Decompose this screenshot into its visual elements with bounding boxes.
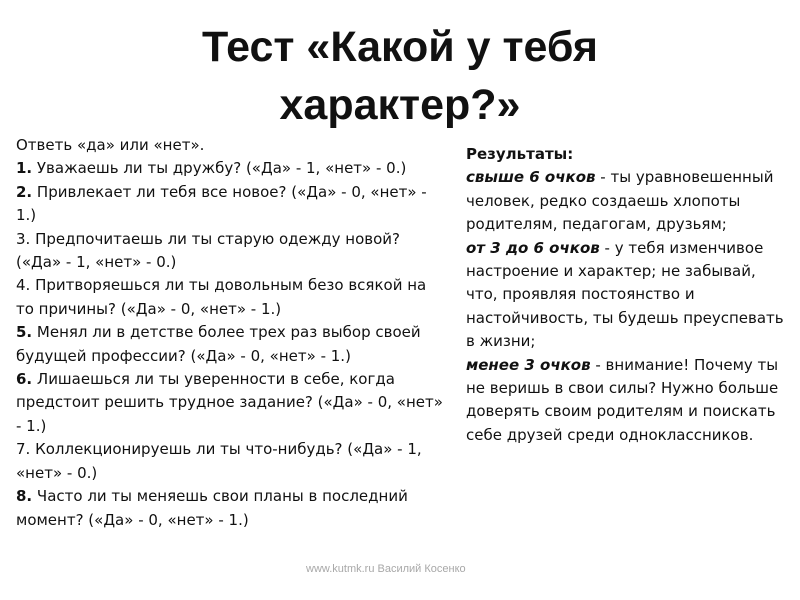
slide-title-line-1: Тест «Какой у тебя [202, 23, 598, 71]
question-item [16, 228, 446, 275]
question-text: Предпочитаешь ли ты старую одежду новой? («Да» - 1, «нет» - 0.) [16, 229, 401, 272]
result-item [466, 354, 786, 448]
watermark: www.kutmk.ru Василий Косенко [306, 563, 466, 575]
result-item [466, 237, 786, 354]
question-item [16, 485, 446, 532]
question-item [16, 438, 446, 485]
question-number: 2. [16, 182, 33, 201]
question-number: 4. [16, 276, 31, 295]
question-item [16, 274, 446, 321]
question-number: 5. [16, 323, 33, 342]
questions-column [16, 134, 446, 532]
question-text: Притворяешься ли ты довольным безо всякой на то причины? («Да» - 0, «нет» - 1.) [16, 276, 427, 318]
result-range: свыше 6 очков [466, 168, 596, 187]
question-number: 3. [16, 229, 31, 248]
slide-title [0, 18, 800, 134]
result-text: - ты уравновешенный человек, редко создаешь хлопоты родителям, педагогам, друзьям; [466, 168, 774, 234]
question-item [16, 368, 446, 438]
question-text: Коллекционируешь ли ты что-нибудь? («Да» - 1, «нет» - 0.) [16, 440, 422, 482]
result-text: - внимание! Почему ты не веришь в свои силы? Нужно больше доверять своим родителям и поискать себе друзей среди одноклассников. [466, 355, 779, 444]
question-text: Лишаешься ли ты уверенности в себе, когда предстоит решить трудное задание? («Да» - 0, «нет» - 1.) [16, 370, 443, 435]
results-heading: Результаты: [466, 145, 574, 163]
question-number: 6. [16, 370, 33, 389]
question-item [16, 181, 446, 228]
question-text: Менял ли в детстве более трех раз выбор своей будущей профессии? («Да» - 0, «нет» - 1.) [16, 323, 421, 365]
question-item [16, 321, 446, 368]
slide-title-line-2: характер?» [279, 81, 521, 129]
result-item [466, 166, 786, 236]
question-number: 7. [16, 440, 31, 459]
result-range: от 3 до 6 очков [466, 238, 600, 257]
question-text: Часто ли ты меняешь свои планы в последний момент? («Да» - 0, «нет» - 1.) [16, 487, 408, 529]
result-text: - у тебя изменчивое настроение и характер; не забывай, что, проявляя постоянство и настойчивость, ты будешь преуспевать в жизни; [466, 238, 784, 351]
questions-intro: Ответь «да» или «нет». [16, 136, 205, 154]
question-item [16, 157, 446, 180]
results-column [466, 143, 786, 447]
result-range: менее 3 очков [466, 355, 591, 374]
question-text: Уважаешь ли ты дружбу? («Да» - 1, «нет» - 0.) [32, 159, 407, 178]
question-text: Привлекает ли тебя все новое? («Да» - 0, «нет» - 1.) [16, 182, 427, 225]
question-number: 1. [16, 159, 33, 178]
question-number: 8. [16, 487, 33, 506]
